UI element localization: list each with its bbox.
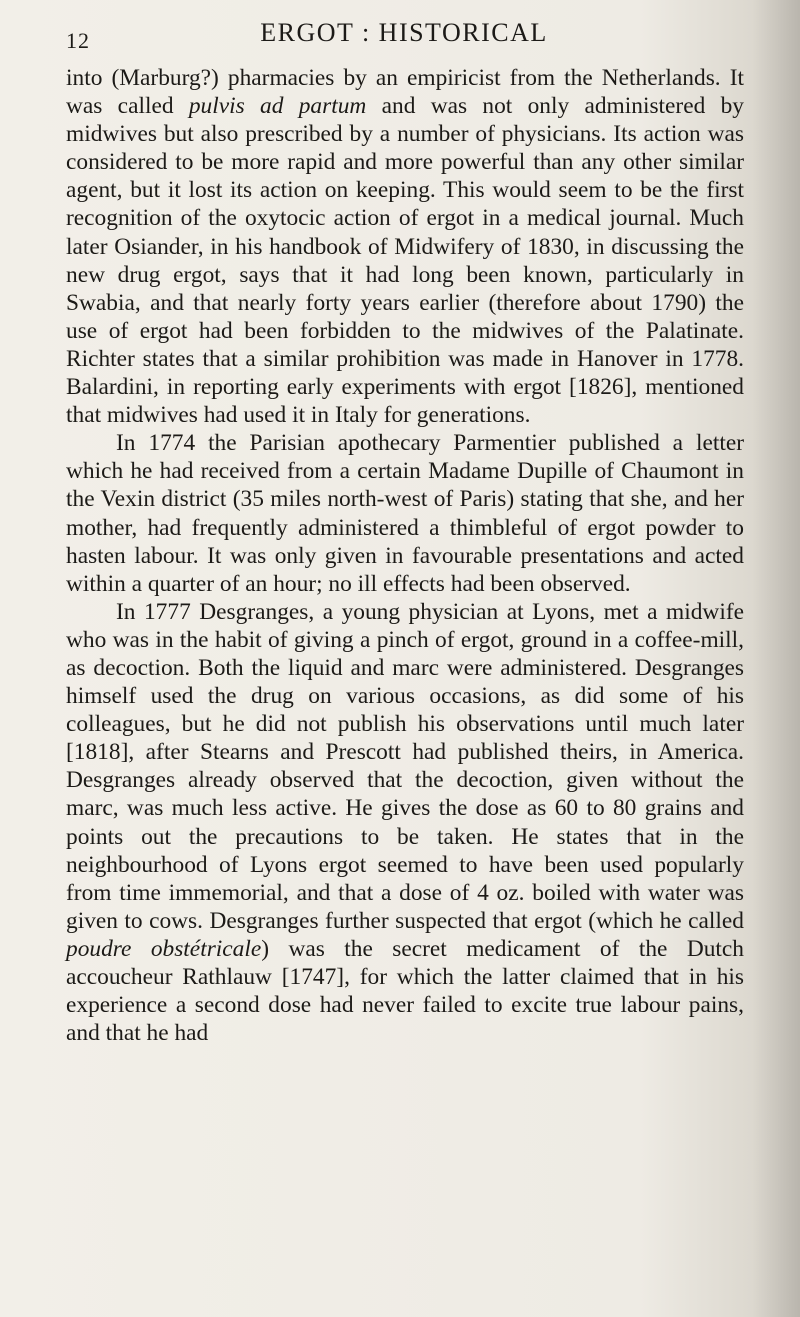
text-segment: In 1774 the Parisian apothecary Parmentier published a letter which he had received from a certain Madame Dupille of Chaumont in the Vexin district (35 miles north-west of Paris) stating that she, and her mother, had frequently administered a thimbleful of ergot powder to hasten labour. It was only given in favourable presentations and acted within a quarter of an hour; no ill effects had been observed. [66,430,744,597]
text-segment: into (Marburg?) pharmacies by an empiricist from the Netherlands. It was called [66,65,744,120]
paragraph-desgranges [66,598,744,1048]
text-segment: ) was the secret medicament of the Dutch accoucheur Rathlauw [1747], for which the latter claimed that in his experience a second dose had never failed to excite true labour pains, and that he had [66,935,744,1047]
body-text [66,64,744,1047]
latin-term: pulvis ad partum [188,93,367,120]
text-segment: and was not only administered by midwives but also prescribed by a number of physicians. Its action was considered to be more rapid and more powerful than any other similar agent, but it lost its action on keeping. This would seem to be the first recognition of the oxytocic action of ergot in a medical journal. Much later Osiander, in his handbook of Midwifery of 1830, in discussing the new drug ergot, says that it had long been known, particularly in Swabia, and that nearly forty years earlier (therefore about 1790) the use of ergot had been forbidden to the midwives of the Palatinate. Richter states that a similar prohibition was made in Hanover in 1778. Balardini, in reporting early experiments with ergot [1826], mentioned that midwives had used it in Italy for generations. [66,93,744,429]
french-term: poudre obstétricale [66,935,262,962]
page-header [66,16,742,56]
running-head: ERGOT : HISTORICAL [260,18,548,47]
page-number: 12 [66,28,90,53]
text-segment: In 1777 Desgranges, a young physician at Lyons, met a midwife who was in the habit of giving a pinch of ergot, ground in a coffee-mill, as decoction. Both the liquid and marc were administered. Desgranges himself used the drug on various occasions, as did some of his colleagues, but he did not publish his observations until much later [1818], after Stearns and Prescott had published theirs, in America. Desgranges already observed that the decoction, given without the marc, was much less active. He gives the dose as 60 to 80 grains and points out the precautions to be taken. He states that in the neighbourhood of Lyons ergot seemed to have been used popularly from time immemorial, and that a dose of 4 oz. boiled with water was given to cows. Desgranges further suspected that ergot (which he called [66,598,744,934]
paragraph-continuation [66,64,744,429]
paragraph-parmentier [66,429,744,598]
